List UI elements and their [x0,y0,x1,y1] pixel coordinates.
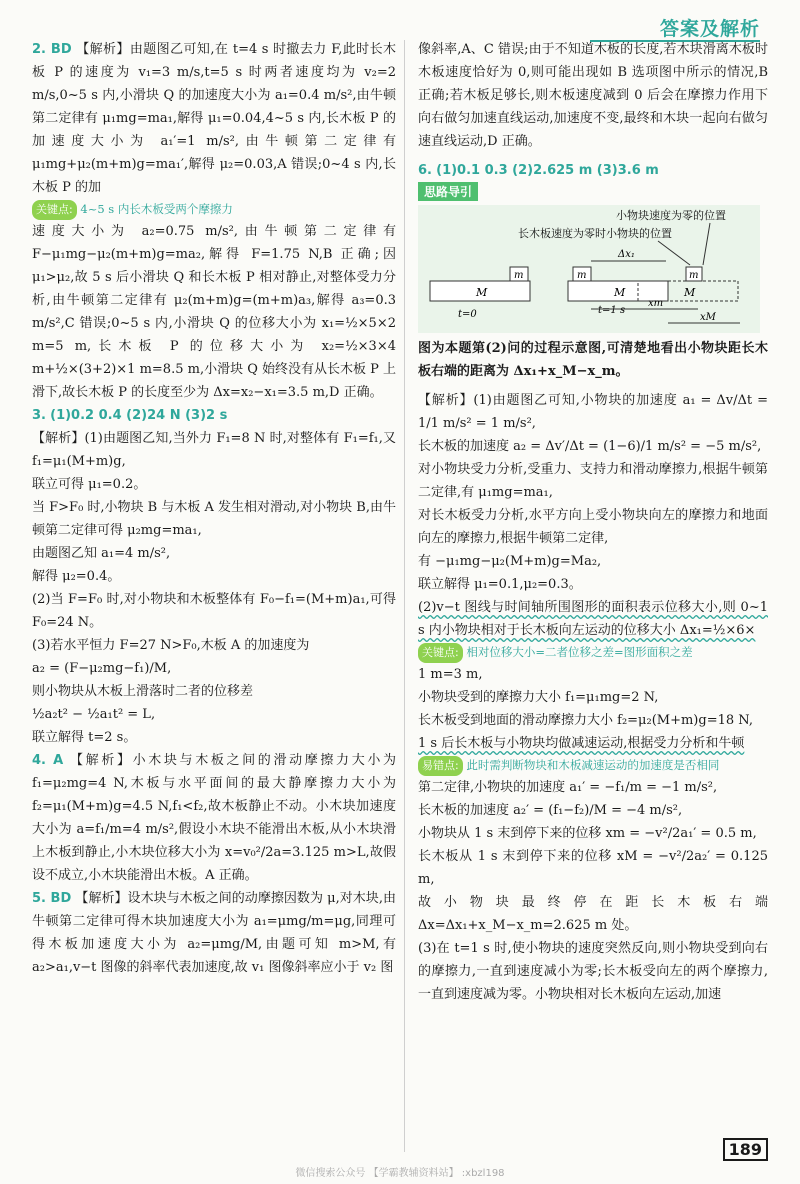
answer-2-cont: 速度大小为 a₂=0.75 m/s²,由牛顿第二定律有 F−μ₁mg−μ₂(m+m)g=ma₂,解得 F=1.75 N,B 正确;因 μ₁>μ₂,故 5 s 后小滑块 Q 和长木板 P 相对静止,对整体受力分析,由牛顿第二定律有 μ₂(m+m)g=(m+m)a₃,解得 a₃=0.3 m/s²,C 错误;0~5 s 内,小滑块 Q 的位移大小为 x₁=½×5×2 m=5 m,长木板 P 的位移大小为 x₂=½×3×4 m+½×(3+2)×1 m=8.5 m,小滑块 Q 始终没有从长木板 P 上滑下,故长木板 P 的长度至少为 Δx=x₂−x₁=3.5 m,D 正确。 [32,224,397,400]
answer-6-line: 长木板的加速度 a₂′ = (f₁−f₂)/M = −4 m/s², [418,803,683,818]
diagram-svg [418,205,760,333]
answer-6-line: (3)在 t=1 s 时,使小物块的速度突然反向,则小物块受到向右的摩擦力,一直到速度减小为零;长木板受向左的两个摩擦力,一直到速度减为零。小物块相对长木板向左运动,加速 [418,941,768,1002]
process-diagram [418,205,760,333]
answer-3-line: 联立解得 t=2 s。 [32,730,137,745]
guide-tag: 思路导引 [418,182,478,201]
error-prone-icon: 易错点: [418,756,463,776]
answer-3-formula: ½a₂t² − ½a₁t² = L, [32,707,156,722]
svg-text:Δx₁: Δx₁ [618,249,635,260]
answer-6-line: 长木板从 1 s 末到停下来的位移 xM = −v²/2a₂′ = 0.125 m, [418,849,768,887]
guide-section [418,182,768,383]
key-point-icon: 关键点: [32,200,77,220]
svg-text:m: m [689,270,699,281]
column-divider [404,40,405,1152]
answer-6-line: 有 −μ₁mg−μ₂(M+m)g=Ma₂, [418,554,602,569]
answer-3-line: 【解析】(1)由题图乙知,当外力 F₁=8 N 时,对整体有 F₁=f₁,又 f₁=μ₁(M+m)g, [32,431,396,469]
key-point-note: 关键点: 4~5 s 内长木板受两个摩擦力 [32,199,396,220]
answer-6-line: 小物块受到的摩擦力大小 f₁=μ₁mg=2 N, [418,690,659,705]
label-zero-velocity-block: 小物块速度为零的位置 [616,209,726,222]
answer-3-line: 联立可得 μ₁=0.2。 [32,477,147,492]
answer-6-line: 对长木板受力分析,水平方向上受小物块向左的摩擦力和地面向左的摩擦力,根据牛顿第二定律, [418,508,768,546]
answer-2 [32,38,396,199]
key-point-note-2: 关键点: 相对位移大小=二者位移之差=图形面积之差 [418,642,768,663]
answer-6-line: 1 s 后长木板与小物块均做减速运动,根据受力分析和牛顿 [418,736,745,751]
svg-text:xm: xm [648,298,664,309]
answer-6-line: 联立解得 μ₁=0.1,μ₂=0.3。 [418,577,582,592]
answer-6-header: 6. (1)0.1 0.3 (2)2.625 m (3)3.6 m [418,163,659,178]
svg-text:m: m [514,270,524,281]
error-prone-note: 易错点: 此时需判断物块和木板减速运动的加速度是否相同 [418,755,768,776]
answer-6-line: 对小物块受力分析,受重力、支持力和滑动摩擦力,根据牛顿第二定律,有 μ₁mg=ma₁, [418,462,768,500]
svg-text:M: M [614,286,626,299]
answer-6-line: 第二定律,小物块的加速度 a₁′ = −f₁/m = −1 m/s², [418,780,718,795]
answer-3-header: 3. (1)0.2 0.4 (2)24 N (3)2 s [32,408,228,423]
page-header-title: 答案及解析 [659,18,760,40]
answer-6-line: 小物块从 1 s 末到停下来的位移 xm = −v²/2a₁′ = 0.5 m, [418,826,757,841]
svg-text:M: M [684,286,696,299]
svg-text:M: M [476,286,488,299]
key-point-icon: 关键点: [418,643,463,663]
answer-5-cont: 像斜率,A、C 错误;由于不知道木板的长度,若木块滑离木板时木板速度恰好为 0,则可能出现如 B 选项图中所示的情况,B 正确;若木板足够长,则木板速度减到 0 后会在摩擦力作用下向右做匀加速直线运动,加速度不变,最终和木块一起向右做匀速直线运动,D 正确。 [418,42,768,149]
svg-text:xM: xM [700,312,716,323]
label-zero-velocity-board: 长木板速度为零时小物块的位置 [518,227,672,240]
answer-3-line: 解得 μ₂=0.4。 [32,569,121,584]
svg-text:t=1 s: t=1 s [598,305,626,316]
answer-3-line: 当 F>F₀ 时,小物块 B 与木板 A 发生相对滑动,对小物块 B,由牛顿第二定律可得 μ₂mg=ma₁, [32,500,396,538]
answer-3-line: (2)当 F=F₀ 时,对小物块和木板整体有 F₀−f₁=(M+m)a₁,可得 F₀=24 N。 [32,592,396,630]
svg-text:t=0: t=0 [458,309,477,320]
footer-watermark: 微信搜索公众号 【学霸教辅资料站】 :xbzl198 [295,1168,505,1179]
answer-6-line: 【解析】(1)由题图乙可知,小物块的加速度 a₁ = Δv/Δt = 1/1 m/s² = 1 m/s², [418,393,768,431]
svg-text:m: m [577,270,587,281]
right-column [418,38,768,1006]
answer-text: 【解析】由题图乙可知,在 t=4 s 时撤去力 F,此时长木板 P 的速度为 v₁=3 m/s,t=5 s 时两者速度均为 v₂=2 m/s,0~5 s 内,小滑块 Q 的加速度大小为 a₁=0.4 m/s²,由牛顿第二定律有 μ₁mg=ma₁,解得 μ₁=0.04,4~5 s 内,长木板 P 的加速度大小为 a₁′=1 m/s²,由牛顿第二定律有 μ₁mg+μ₂(m+m)g=ma₁′,解得 μ₂=0.03,A 错误;0~4 s 内,长木板 P 的加 [32,42,396,195]
page-number: 189 [723,1138,768,1161]
guide-caption: 图为本题第(2)问的过程示意图,可清楚地看出小物块距长木板右端的距离为 Δx₁+x_M−x_m。 [418,341,768,379]
answer-3-line: (3)若水平恒力 F=27 N>F₀,木板 A 的加速度为 [32,638,310,653]
answer-5: 5. BD 【解析】设木块与木板之间的动摩擦因数为 μ,对木块,由牛顿第二定律可得木块加速度大小为 a₁=μmg/m=μg,同理可得木板加速度大小为 a₂=μmg/M,由题可知 m>M,有 a₂>a₁,v−t 图像的斜率代表加速度,故 v₁ 图像斜率应小于 v₂ 图 [32,891,396,975]
answer-6-line: 长木板的加速度 a₂ = Δv′/Δt = (1−6)/1 m/s² = −5 m/s², [418,439,762,454]
answer-3-line: 由题图乙知 a₁=4 m/s², [32,546,171,561]
answer-6-line: (2)v−t 图线与时间轴所围图形的面积表示位移大小,则 0~1 s 内小物块相对于长木板向左运动的位移大小 Δx₁=½×6× [418,600,768,638]
answer-6-line: 长木板受到地面的滑动摩擦力大小 f₂=μ₂(M+m)g=18 N, [418,713,753,728]
answer-3-line: 则小物块从木板上滑落时二者的位移差 [32,684,254,699]
answer-6-line: 1 m=3 m, [418,667,483,682]
answer-6-line: 故小物块最终停在距长木板右端 Δx=Δx₁+x_M−x_m=2.625 m 处。 [418,895,768,933]
left-column [32,38,396,979]
question-number: 2. BD [32,42,72,57]
answer-3-formula: a₂ = (F−μ₂mg−f₁)/M, [32,661,172,676]
answer-4: 4. A 【解析】小木块与木板之间的滑动摩擦力大小为 f₁=μ₂mg=4 N,木板与水平面间的最大静摩擦力大小为 f₂=μ₁(M+m)g=4.5 N,f₁<f₂,故木板静止不动。小木块加速度大小为 a=f₁/m=4 m/s²,假设小木块不能滑出木板,从小木块滑上木板到静止,小木块位移大小为 x=v₀²/2a=3.125 m>L,故假设不成立,小木块能滑出木板。A 正确。 [32,753,396,883]
